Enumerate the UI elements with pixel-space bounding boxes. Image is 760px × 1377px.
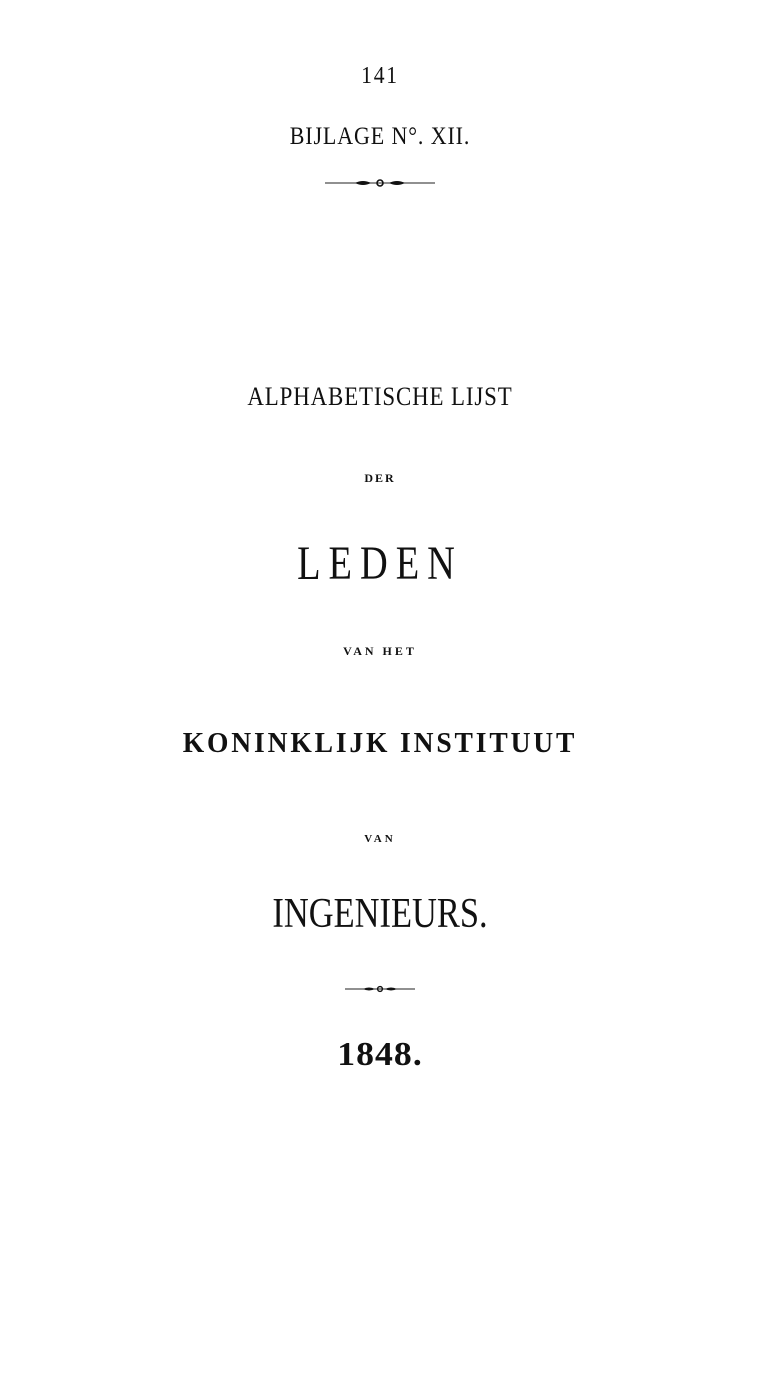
title-engineers: INGENIEURS. <box>272 891 488 937</box>
title-institute: KONINKLIJK INSTITUUT <box>182 727 578 759</box>
title-connector-van-het: VAN HET <box>343 644 417 658</box>
title-members: LEDEN <box>297 537 463 590</box>
decorative-rule-top <box>0 177 760 189</box>
title-connector-van: VAN <box>364 833 396 845</box>
publication-year: 1848. <box>337 1036 423 1073</box>
title-connector-der: DER <box>364 471 396 485</box>
appendix-heading: BIJLAGE N°. XII. <box>289 123 471 150</box>
decorative-rule-bottom <box>0 983 760 995</box>
page-number: 141 <box>361 63 399 89</box>
list-title: ALPHABETISCHE LIJST <box>247 382 513 411</box>
